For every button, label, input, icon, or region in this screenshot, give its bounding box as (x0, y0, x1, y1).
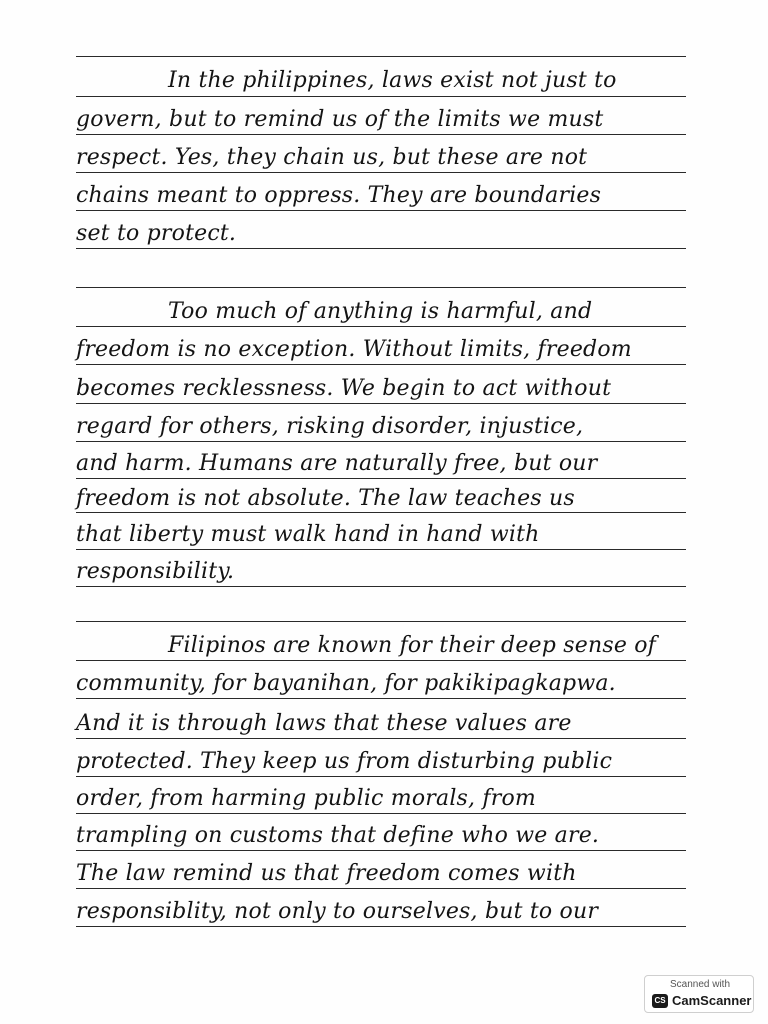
handwritten-line: community, for bayanihan, for pakikipagkapwa. (76, 671, 616, 696)
handwritten-line: Too much of anything is harmful, and (168, 299, 593, 324)
ruled-line (76, 96, 686, 97)
ruled-line (76, 478, 686, 479)
handwritten-line: The law remind us that freedom comes with (76, 861, 577, 886)
ruled-line (76, 850, 686, 851)
handwritten-line: protected. They keep us from disturbing public (76, 749, 613, 774)
ruled-line (76, 621, 686, 622)
ruled-line (76, 698, 686, 699)
ruled-line (76, 172, 686, 173)
ruled-line (76, 813, 686, 814)
camscanner-badge (644, 975, 754, 1013)
handwritten-line: And it is through laws that these values are (76, 711, 572, 736)
handwritten-line: trampling on customs that define who we are. (76, 823, 600, 848)
ruled-line (76, 776, 686, 777)
handwritten-line: that liberty must walk hand in hand with (76, 522, 540, 547)
handwritten-line: order, from harming public morals, from (76, 786, 536, 811)
handwritten-line: respect. Yes, they chain us, but these are not (76, 145, 588, 170)
ruled-line (76, 56, 686, 57)
handwritten-line: freedom is not absolute. The law teaches us (76, 486, 575, 511)
ruled-line (76, 248, 686, 249)
handwritten-line: and harm. Humans are naturally free, but our (76, 451, 598, 476)
ruled-line (76, 441, 686, 442)
ruled-line (76, 738, 686, 739)
ruled-line (76, 512, 686, 513)
ruled-line (76, 403, 686, 404)
ruled-line (76, 926, 686, 927)
ruled-line (76, 549, 686, 550)
ruled-line (76, 586, 686, 587)
ruled-line (76, 210, 686, 211)
handwritten-line: set to protect. (76, 221, 237, 246)
handwritten-line: In the philippines, laws exist not just to (168, 68, 617, 93)
handwritten-line: becomes recklessness. We begin to act without (76, 376, 612, 401)
camscanner-logo-icon: CS (652, 994, 668, 1008)
handwritten-line: Filipinos are known for their deep sense of (168, 633, 657, 658)
handwritten-line: chains meant to oppress. They are boundaries (76, 183, 602, 208)
handwritten-line: freedom is no exception. Without limits, freedom (76, 337, 632, 362)
ruled-line (76, 660, 686, 661)
ruled-line (76, 326, 686, 327)
ruled-line (76, 364, 686, 365)
scanned-with-caption: Scanned with (669, 979, 731, 990)
handwritten-line: responsiblity, not only to ourselves, but to our (76, 899, 599, 924)
ruled-line (76, 134, 686, 135)
camscanner-brand: CamScanner (672, 993, 752, 1008)
handwritten-line: govern, but to remind us of the limits we must (76, 107, 604, 132)
handwritten-line: responsibility. (76, 559, 235, 584)
ruled-line (76, 287, 686, 288)
ruled-line (76, 888, 686, 889)
handwritten-line: regard for others, risking disorder, injustice, (76, 414, 584, 439)
